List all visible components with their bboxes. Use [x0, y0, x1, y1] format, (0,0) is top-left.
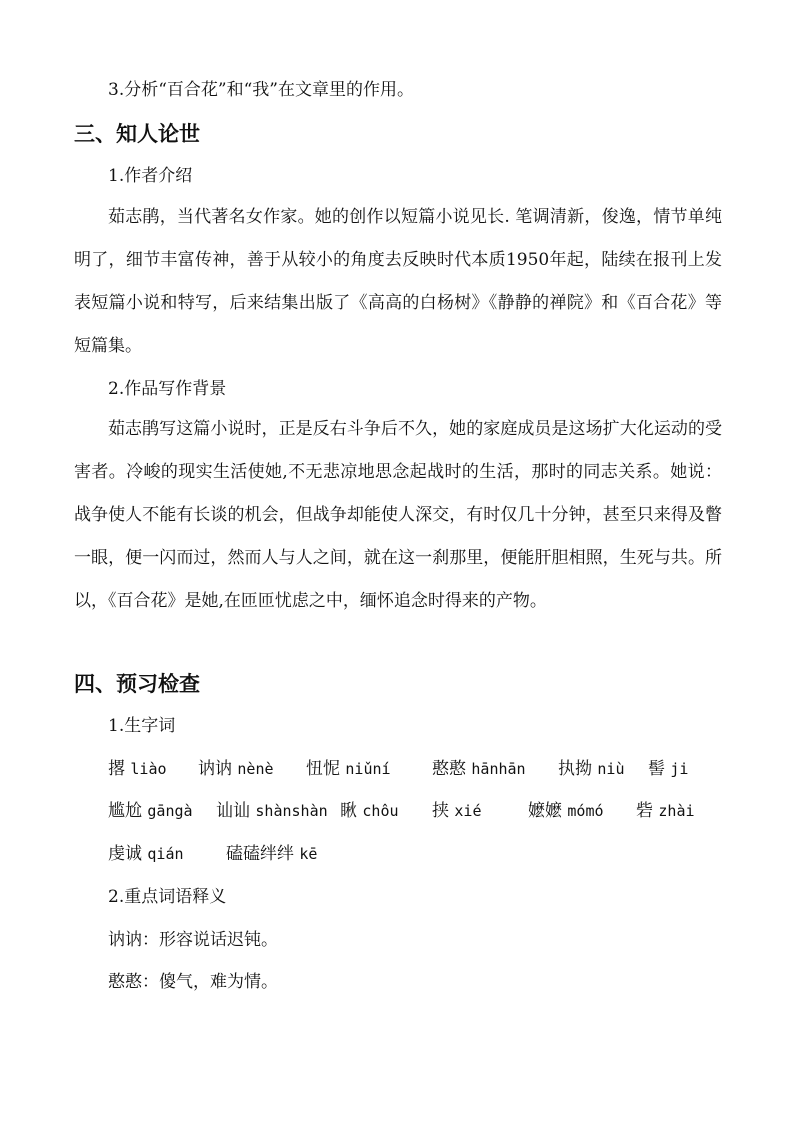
vocab-entry [636, 799, 695, 823]
vocab-entry [108, 799, 193, 823]
section-heading-4: 四、预习检查 [74, 672, 200, 696]
analysis-item-3: 3.分析“百合花”和“我”在文章里的作用。 [108, 80, 414, 100]
vocab-entry [226, 842, 317, 866]
vocab-pinyin: zhài [658, 802, 695, 820]
subheading-background: 2.作品写作背景 [108, 379, 227, 399]
vocab-entry [558, 757, 625, 781]
vocab-pinyin: nènè [237, 760, 274, 778]
vocab-pinyin: shànshàn [255, 802, 328, 820]
vocab-word: 撂 [108, 759, 125, 779]
vocab-pinyin: niǔní [345, 760, 391, 778]
vocab-word: 讪讪 [216, 801, 250, 821]
vocab-entry [216, 799, 328, 823]
vocab-word: 瞅 [340, 801, 357, 821]
vocab-entry [648, 757, 688, 781]
vocab-word: 憨憨 [432, 759, 466, 779]
background-paragraph: 茹志鹃写这篇小说时，正是反右斗争后不久，她的家庭成员是这场扩大化运动的受害者。冷峻的现实生活使她,不无悲凉地思念起战时的生活，那时的同志关系。她说：战争使人不能有长谈的机会，但战争却能使人深交，有时仅几十分钟，甚至只来得及瞥一眼，便一闪而过，然而人与人之间，就在这一刹那里，便能肝胆相照，生死与共。所以，《百合花》是她,在匝匝忧虑之中，缅怀追念时得来的产物。 [74, 419, 722, 611]
vocab-entry [198, 757, 274, 781]
vocab-pinyin: chôu [362, 802, 399, 820]
vocab-pinyin: ji [670, 760, 689, 778]
vocab-entry [528, 799, 604, 823]
vocab-entry [306, 757, 391, 781]
vocab-pinyin: niù [597, 760, 625, 778]
vocab-pinyin: xié [454, 802, 482, 820]
vocab-word: 虔诚 [108, 844, 142, 864]
subheading-author-intro: 1.作者介绍 [108, 166, 193, 186]
vocab-pinyin: qián [147, 845, 184, 863]
vocab-pinyin: liào [130, 760, 167, 778]
vocab-word: 执拗 [558, 759, 592, 779]
vocab-entry [108, 757, 167, 781]
vocab-word: 讷讷 [198, 759, 232, 779]
vocab-entry [340, 799, 399, 823]
author-intro-paragraph: 茹志鹃，当代著名女作家。她的创作以短篇小说见长. 笔调清新，俊逸，情节单纯明了，细节丰富传神，善于从较小的角度去反映时代本质1950年起，陆续在报刊上发表短篇小说和特写，后来结集出版了《高高的白杨树》《静静的禅院》和《百合花》等短篇集。 [74, 207, 722, 356]
subheading-vocabulary: 1.生字词 [108, 716, 176, 736]
definition-item: 憨憨：傻气，难为情。 [108, 972, 278, 992]
vocab-entry [432, 757, 526, 781]
vocab-pinyin: kē [299, 845, 318, 863]
definition-item: 讷讷：形容说话迟钝。 [108, 930, 278, 950]
vocab-word: 尴尬 [108, 801, 142, 821]
vocab-word: 髻 [648, 759, 665, 779]
vocab-entry [108, 842, 184, 866]
vocab-pinyin: hānhān [471, 760, 526, 778]
vocab-pinyin: gāngà [147, 802, 193, 820]
vocab-word: 忸怩 [306, 759, 340, 779]
vocab-word: 磕磕绊绊 [226, 844, 294, 864]
vocab-pinyin: mómó [567, 802, 604, 820]
section-heading-3: 三、知人论世 [74, 122, 200, 146]
vocab-entry [432, 799, 482, 823]
vocab-word: 砦 [636, 801, 653, 821]
subheading-word-definitions: 2.重点词语释义 [108, 887, 227, 907]
vocab-word: 挟 [432, 801, 449, 821]
vocab-word: 嬷嬷 [528, 801, 562, 821]
